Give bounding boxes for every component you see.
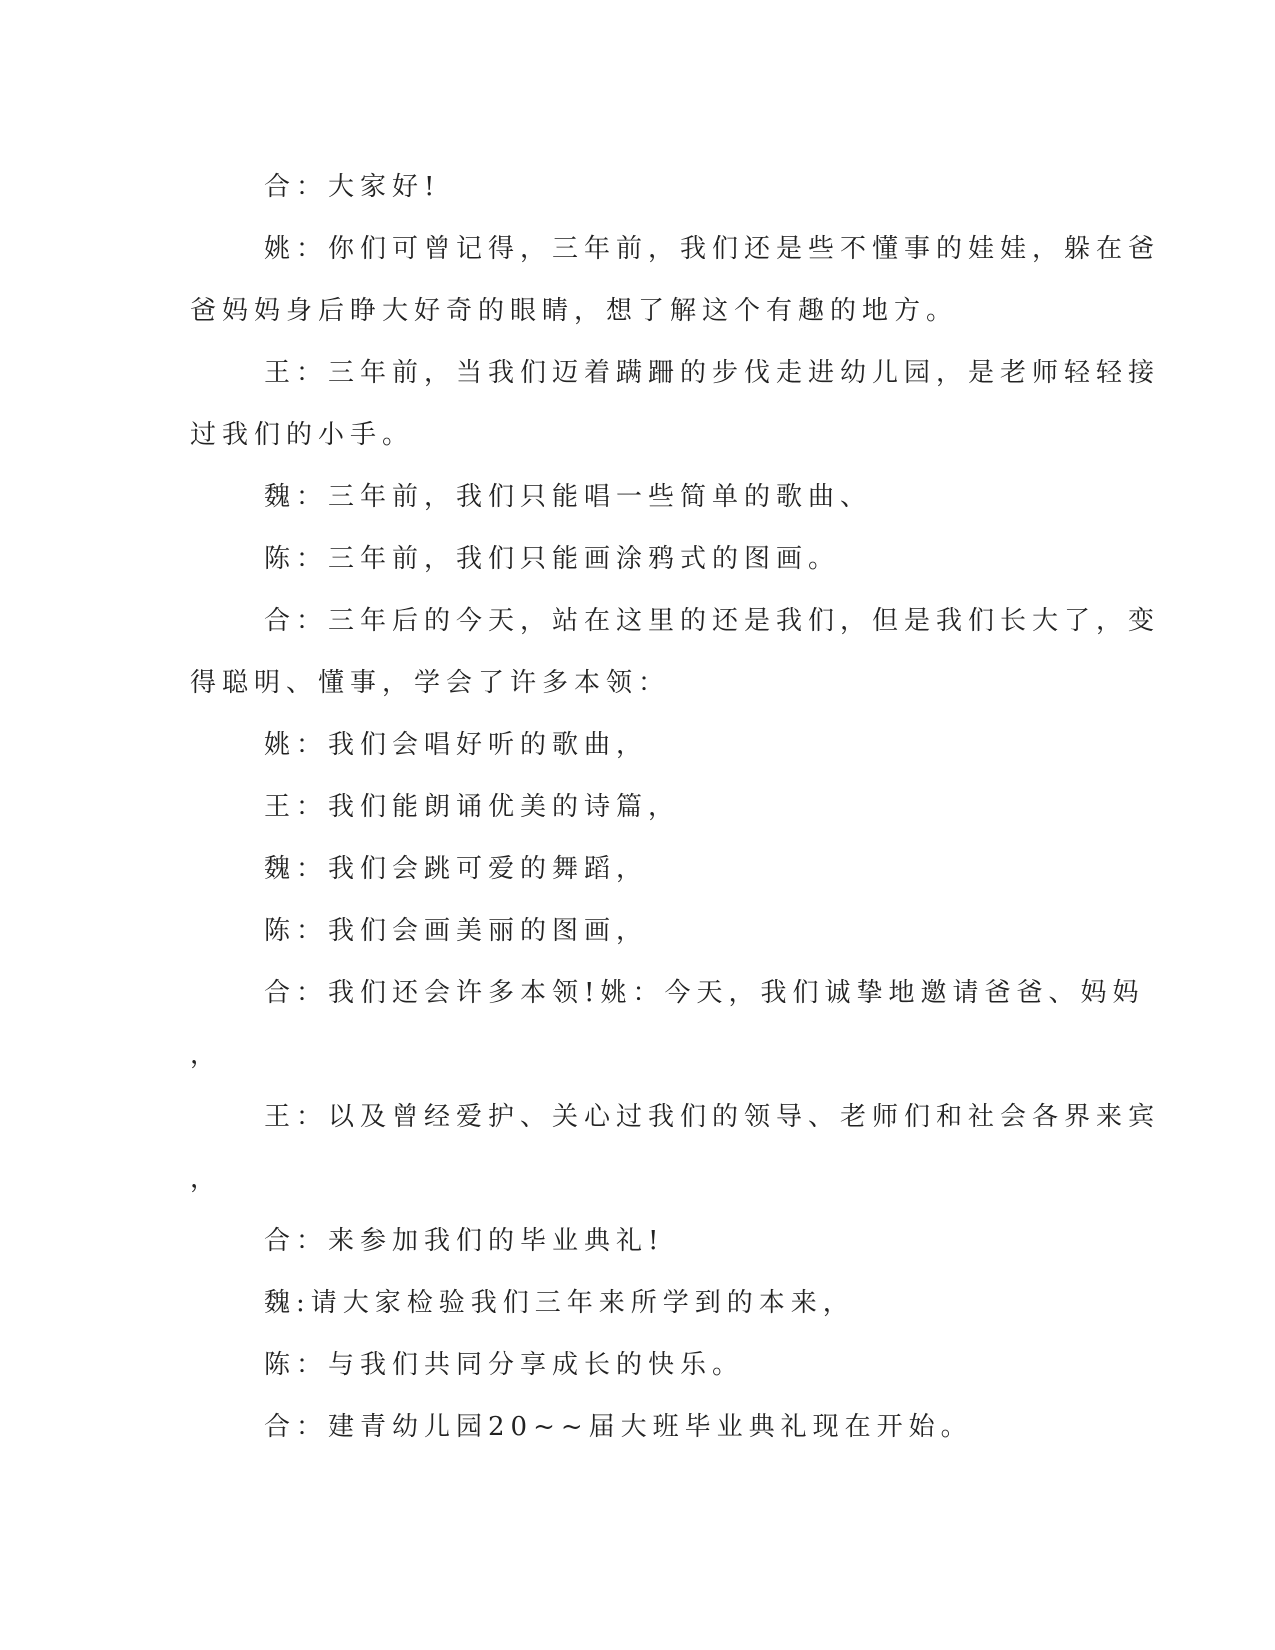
paragraph-line: ，: [190, 1040, 223, 1070]
paragraph-line: 魏：三年前，我们只能唱一些简单的歌曲、: [264, 482, 873, 512]
paragraph-line: 合：来参加我们的毕业典礼!: [264, 1226, 665, 1256]
paragraph-line: 合：我们还会许多本领!姚：今天，我们诚挚地邀请爸爸、妈妈: [264, 978, 1145, 1008]
paragraph-line: 爸妈妈身后睁大好奇的眼睛，想了解这个有趣的地方。: [190, 296, 959, 326]
paragraph-line: 得聪明、懂事，学会了许多本领：: [190, 668, 671, 698]
paragraph-line: 陈：与我们共同分享成长的快乐。: [264, 1350, 745, 1380]
paragraph-line: 过我们的小手。: [190, 420, 415, 450]
document-body: [190, 156, 1161, 1458]
paragraph-line: 魏：我们会跳可爱的舞蹈，: [264, 854, 649, 884]
paragraph-line: 王：我们能朗诵优美的诗篇，: [264, 792, 681, 822]
paragraph-line: 王：三年前，当我们迈着蹒跚的步伐走进幼儿园，是老师轻轻接: [264, 358, 1161, 388]
paragraph-line: 合：三年后的今天，站在这里的还是我们，但是我们长大了，变: [264, 606, 1161, 636]
paragraph-line: 合：建青幼儿园20~~届大班毕业典礼现在开始。: [264, 1412, 973, 1442]
paragraph-line: ，: [190, 1164, 223, 1194]
paragraph-line: 陈：三年前，我们只能画涂鸦式的图画。: [264, 544, 841, 574]
paragraph-line: 姚：我们会唱好听的歌曲，: [264, 730, 649, 760]
paragraph-line: 王：以及曾经爱护、关心过我们的领导、老师们和社会各界来宾: [264, 1102, 1161, 1132]
paragraph-line: 姚：你们可曾记得，三年前，我们还是些不懂事的娃娃，躲在爸: [264, 234, 1161, 264]
paragraph-line: 陈：我们会画美丽的图画，: [264, 916, 649, 946]
paragraph-line: 合：大家好!: [264, 172, 441, 202]
paragraph-line: 魏:请大家检验我们三年来所学到的本来，: [264, 1288, 855, 1318]
